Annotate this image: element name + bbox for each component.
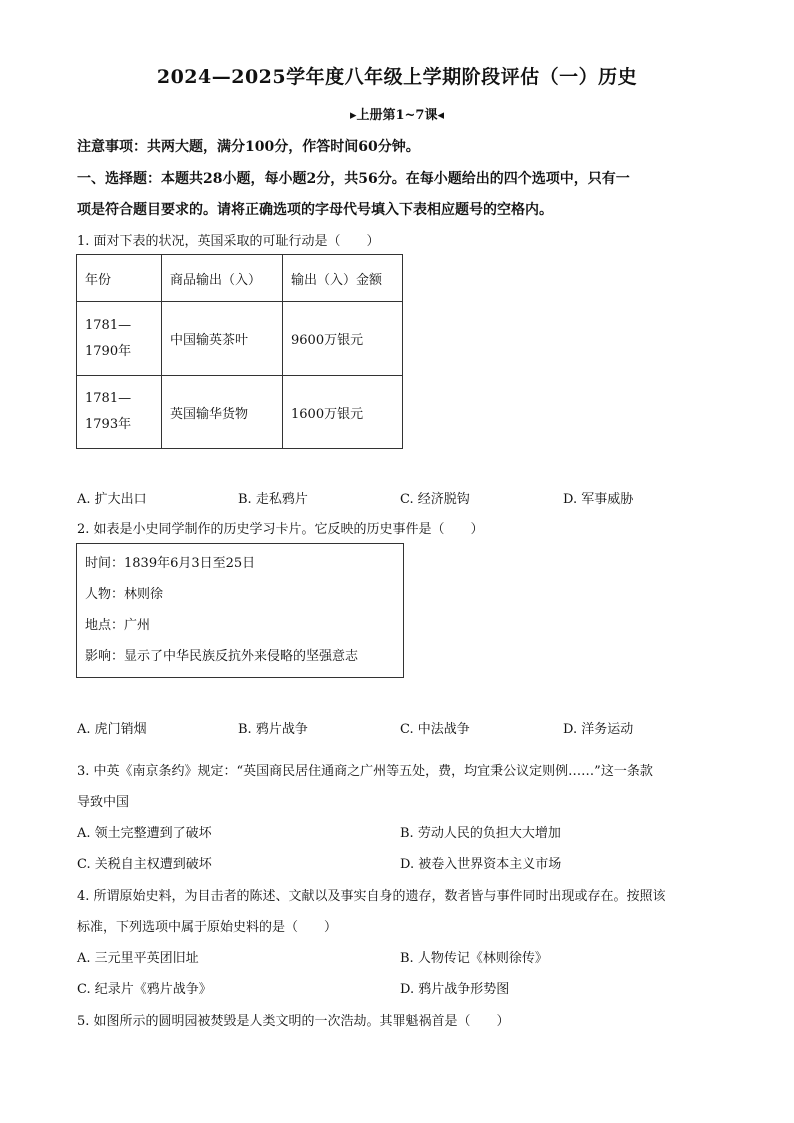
question-1-option-d[interactable]: D. 军事威胁 <box>563 492 634 507</box>
card-time: 时间：1839年6月3日至25日 <box>85 556 256 571</box>
year-end: 1790年 <box>85 343 132 359</box>
table-cell-year <box>77 376 162 449</box>
table-header: 商品输出（入） <box>162 255 283 302</box>
notice: 注意事项：共两大题，满分100分，作答时间60分钟。 <box>77 139 420 155</box>
question-4-option-a[interactable]: A. 三元里平英团旧址 <box>77 951 199 966</box>
table-header: 输出（入）金额 <box>283 255 403 302</box>
question-4-option-c[interactable]: C. 纪录片《鸦片战争》 <box>77 982 212 997</box>
question-1-table <box>76 254 403 449</box>
question-4-stem-line1: 4. 所谓原始史料，为目击者的陈述、文献以及事实自身的遗存，数者皆与事件同时出现或存在。按照该 <box>77 889 666 904</box>
table-cell-goods: 英国输华货物 <box>162 376 283 449</box>
question-3-stem-line2: 导致中国 <box>77 795 130 810</box>
card-person: 人物：林则徐 <box>85 587 164 602</box>
question-2-option-a[interactable]: A. 虎门销烟 <box>77 722 147 737</box>
table-row <box>77 376 403 449</box>
question-5-stem: 5. 如图所示的圆明园被焚毁是人类文明的一次浩劫。其罪魁祸首是（ ） <box>77 1014 510 1029</box>
question-4-stem-line2: 标准，下列选项中属于原始史料的是（ ） <box>77 920 338 935</box>
year-start: 1781— <box>85 317 132 333</box>
question-1-option-b[interactable]: B. 走私鸦片 <box>238 492 308 507</box>
question-1-option-a[interactable]: A. 扩大出口 <box>77 492 147 507</box>
question-4-option-d[interactable]: D. 鸦片战争形势图 <box>400 982 510 997</box>
year-start: 1781— <box>85 391 132 406</box>
question-1-stem: 1. 面对下表的状况，英国采取的可耻行动是（ ） <box>77 234 380 249</box>
question-2-stem: 2. 如表是小史同学制作的历史学习卡片。它反映的历史事件是（ ） <box>77 522 484 537</box>
table-cell-amount: 9600万银元 <box>283 302 403 376</box>
page-subtitle: ▸上册第1~7课◂ <box>349 108 445 123</box>
card-place: 地点：广州 <box>85 618 151 633</box>
section-instructions-line1: 一、选择题：本题共28小题，每小题2分，共56分。在每小题给出的四个选项中，只有一 <box>77 171 630 187</box>
table-cell-year <box>77 302 162 376</box>
question-4-option-b[interactable]: B. 人物传记《林则徐传》 <box>400 951 548 966</box>
section-instructions-line2: 项是符合题目要求的。请将正确选项的字母代号填入下表相应题号的空格内。 <box>77 202 553 218</box>
year-end: 1793年 <box>85 417 132 432</box>
question-3-option-b[interactable]: B. 劳动人民的负担大大增加 <box>400 826 561 841</box>
page-title: 2024—2025学年度八年级上学期阶段评估（一）历史 <box>156 66 638 88</box>
table-header: 年份 <box>77 255 162 302</box>
question-2-card <box>76 543 404 678</box>
question-2-option-b[interactable]: B. 鸦片战争 <box>238 722 308 737</box>
table-row <box>77 302 403 376</box>
question-2-option-d[interactable]: D. 洋务运动 <box>563 722 634 737</box>
table-cell-goods: 中国输英茶叶 <box>162 302 283 376</box>
question-2-option-c[interactable]: C. 中法战争 <box>400 722 470 737</box>
question-3-option-a[interactable]: A. 领土完整遭到了破坏 <box>77 826 212 841</box>
question-3-option-d[interactable]: D. 被卷入世界资本主义市场 <box>400 857 562 872</box>
question-3-option-c[interactable]: C. 关税自主权遭到破坏 <box>77 857 212 872</box>
table-cell-amount: 1600万银元 <box>283 376 403 449</box>
card-impact: 影响：显示了中华民族反抗外来侵略的坚强意志 <box>85 649 359 664</box>
question-3-stem-line1: 3. 中英《南京条约》规定：“英国商民居住通商之广州等五处，费，均宜秉公议定则例……”这一条款 <box>77 764 653 779</box>
question-1-option-c[interactable]: C. 经济脱钩 <box>400 492 470 507</box>
